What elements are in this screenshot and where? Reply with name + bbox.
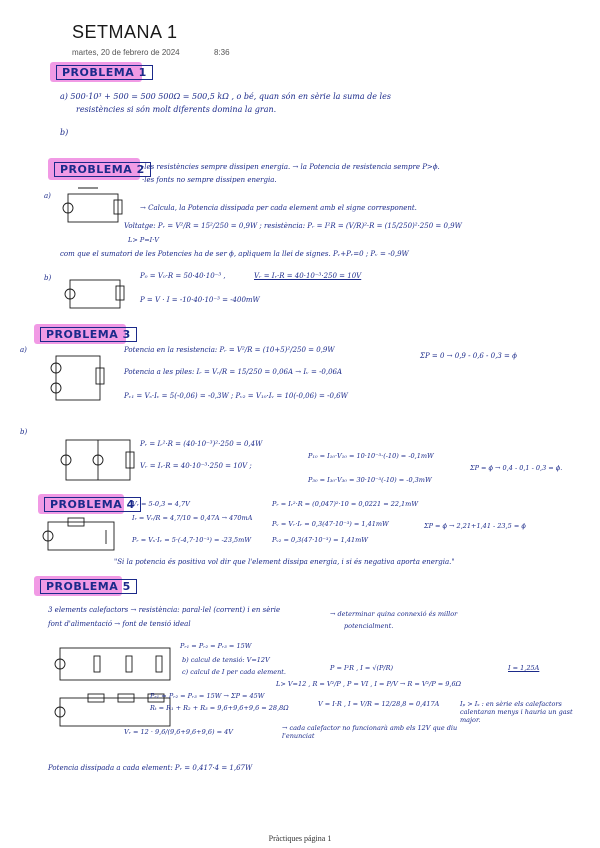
p5-c13: Potencia dissipada a cada element: Pᵣ = 0,417·4 = 1,67W <box>48 764 253 772</box>
p5-c5: I = 1,25A <box>508 664 540 672</box>
p5-c6: L> V=12 , R = V²/P , P = VI , I = P/V → R = V²/P = 9,6Ω <box>276 680 462 688</box>
p3-b5: ΣP = ϕ → 0,4 - 0,1 - 0,3 = ϕ. <box>470 464 563 472</box>
p3-b4: P₃₀ = I₃₀·V₃₀ = 30·10⁻³(-10) = -0,3mW <box>308 476 432 484</box>
p5-l1: 3 elements calefactors → resistència: paral·lel (corrent) i en sèrie <box>48 606 281 614</box>
page-time: 8:36 <box>214 48 230 57</box>
p3-a1: Potencia en la resistencia: Pᵣ = V²/R = (10+5)²/250 = 0,9W <box>124 346 335 354</box>
problema-2-tag: PROBLEMA 2 <box>54 162 151 177</box>
p2-mid: L> P=I·V <box>128 236 159 244</box>
p3-a2: Potencia a les piles: Iᵣ = Vᵣ/R = 15/250 = 0,06A → Iᵥ = -0,06A <box>124 368 343 376</box>
p1-a-line2: resistències si són molt diferents domina la gran. <box>76 105 277 114</box>
p5-c4: P = I²R , I = √(P/R) <box>330 664 394 672</box>
p4-l2: Iᵣ = Vᵣ/R = 4,7/10 = 0,47A → 470mA <box>132 514 253 522</box>
problema-4-tag: PROBLEMA 4 <box>44 497 141 512</box>
p1-a-line: a) 500·10³ + 500 = 500 500Ω = 500,5 kΩ , o bé, quan són en sèrie la suma de les <box>60 92 391 101</box>
p4-sum: ΣP = ϕ → 2,21+1,41 - 23,5 = ϕ <box>424 522 526 530</box>
p4-r3: Pᵥ₂ = 0,3(47·10⁻³) = 1,41mW <box>272 536 368 544</box>
p5-c2: b) calcul de tensió: V=12V <box>182 656 270 664</box>
p4-l1: Vᵣ = 5-0,3 = 4,7V <box>132 500 190 508</box>
p2-note-2: ·les fonts no sempre dissipen energia. <box>142 176 277 184</box>
p2-note-1: ·les resistències sempre dissipen energia. → la Potencia de resistencia sempre P>ϕ. <box>142 163 440 171</box>
p3-b-label: b) <box>20 428 28 436</box>
p4-l3: Pᵣ = Vₛ·Iᵥ = 5·(-4,7·10⁻³) = -23,5mW <box>132 536 251 544</box>
p2-calc: → Calcula, la Potencia dissipada per cada element amb el signe corresponent. <box>140 204 417 212</box>
p3-circuit-a <box>40 350 120 404</box>
problema-1-tag: PROBLEMA 1 <box>56 65 153 80</box>
p2-b2: Vᵣ = Iᵣ·R = 40·10⁻³·250 = 10V <box>254 272 362 280</box>
p4-r2: Pᵥ = Vᵣ·Iᵣ = 0,3(47·10⁻³) = 1,41mW <box>272 520 389 528</box>
p5-c3: c) calcul de I per cada element. <box>182 668 286 676</box>
p3-a3: Pᵥ₁ = Vₛ·Iᵥ = 5(-0,06) = -0,3W ; Pᵥ₂ = V₁₀·Iᵥ = 10(-0,06) = -0,6W <box>124 392 348 400</box>
p2-circuit-b <box>60 270 140 314</box>
p5-c7: Pᵣ₁ = Pᵣ₂ = Pᵣ₃ = 15W → ΣP = 45W <box>150 692 265 700</box>
p3-sum: ΣP = 0 → 0,9 - 0,6 - 0,3 = ϕ <box>420 352 517 360</box>
page-date: martes, 20 de febrero de 2024 <box>72 48 180 57</box>
p5-l4: potencialment. <box>344 622 394 630</box>
p1-b-label: b) <box>60 128 69 137</box>
p3-circuit-b <box>52 430 148 488</box>
p3-a-label: a) <box>20 346 27 354</box>
problema-5-tag: PROBLEMA 5 <box>40 579 137 594</box>
p5-l2: font d'alimentació → font de tensió ideal <box>48 620 191 628</box>
p2-comque: com que el sumatori de les Potencies ha de ser ϕ, apliquem la llei de signes. Pᵥ+Pᵣ=0 ; Pᵥ = -0,9W <box>60 250 409 258</box>
p5-c10: Iₚ > Iₛ : en sèrie els calefactors calentaran menys i hauria un gast major. <box>460 700 573 724</box>
p4-circuit <box>36 516 126 556</box>
p2-b1: P₀ = V₀·R = 50·40·10⁻³ , <box>140 272 226 280</box>
p5-c1: Pᵣ₁ = Pᵣ₂ = Pᵣ₃ = 15W <box>180 642 252 650</box>
page-title: SETMANA 1 <box>72 22 178 42</box>
page-footer: Pràctiques página 1 <box>268 834 332 843</box>
p5-c8: Rₜ = R₁ + R₂ + R₃ = 9,6+9,6+9,6 = 28,8Ω <box>150 704 289 712</box>
p5-c9: V = I·R , I = V/R = 12/28,8 = 0,417A <box>318 700 440 708</box>
p3-b3: P₁₀ = I₁₀·V₁₀ = 10·10⁻³·(-10) = -0,1mW <box>308 452 434 460</box>
p5-l3: → determinar quina connexió és millor <box>330 610 458 618</box>
p5-c11: Vᵣ = 12 · 9,6/(9,6+9,6+9,6) = 4V <box>124 728 233 736</box>
p4-r1: Pᵣ = Iᵣ²·R = (0,047)²·10 = 0,0221 = 22,1mW <box>272 500 419 508</box>
p4-quote: "Si la potencia és positiva vol dir que l'element dissipa energia, i si és negativa aporta energia." <box>114 558 455 566</box>
problema-3-tag: PROBLEMA 3 <box>40 327 137 342</box>
p5-c12: → cada calefactor no funcionarà amb els 12V que diu l'enunciat <box>282 724 458 740</box>
p3-b2: Vᵣ = Iᵣ·R = 40·10⁻³·250 = 10V ; <box>140 462 252 470</box>
p2-a-label: a) <box>44 192 51 200</box>
p2-b-label: b) <box>44 274 52 282</box>
p2-voltage: Voltatge: Pᵣ = V²/R = 15²/250 = 0,9W ; resistència: Pᵣ = I²R = (V/R)²·R = (15/250)²·250 = 0,9W <box>124 222 462 230</box>
p3-b1: Pᵣ = Iᵣ²·R = (40·10⁻³)²·250 = 0,4W <box>140 440 263 448</box>
p2-b3: P = V · I = -10·40·10⁻³ = -400mW <box>140 296 260 304</box>
p2-circuit-a <box>58 184 138 226</box>
p5-circuit-parallel <box>46 640 176 686</box>
